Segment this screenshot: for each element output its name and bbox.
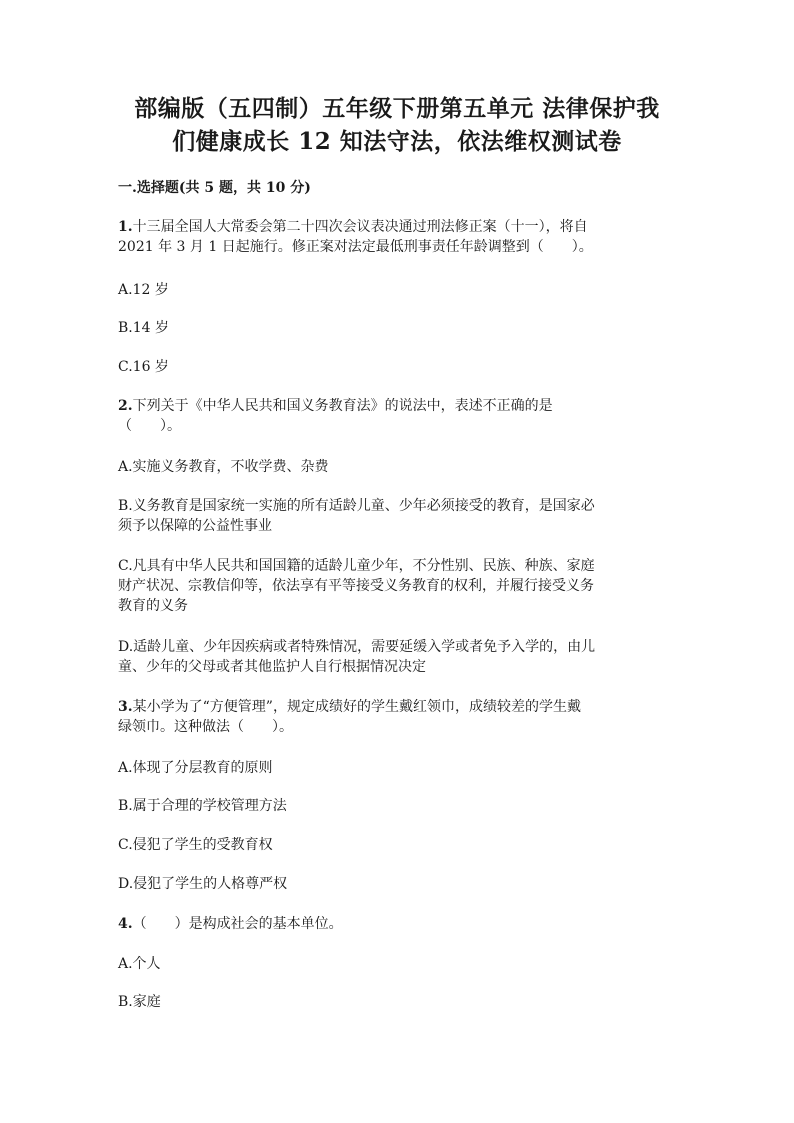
- option-text: 童、少年的父母或者其他监护人自行根据情况决定: [118, 659, 426, 675]
- option-text: A.实施义务教育，不收学费、杂费: [118, 459, 329, 475]
- title-line-2: 们健康成长 12 知法守法，依法维权测试卷: [172, 128, 622, 155]
- option-a: [118, 457, 678, 477]
- option-b: B.14 岁: [118, 320, 170, 336]
- option-text: 教育的义务: [118, 598, 188, 614]
- question-text: 十三届全国人大常委会第二十四次会议表决通过刑法修正案（十一），将自: [132, 219, 588, 235]
- question-number: 3.: [118, 699, 133, 715]
- question-text: （ ）。: [118, 418, 181, 434]
- option-a: A.12 岁: [118, 282, 169, 298]
- option-a: A.个人: [118, 956, 161, 972]
- option-c: [118, 556, 678, 616]
- question-number: 2.: [118, 398, 133, 414]
- option-d: D.侵犯了学生的人格尊严权: [118, 876, 288, 892]
- option-a: A.体现了分层教育的原则: [118, 760, 273, 776]
- question-3: [118, 697, 678, 737]
- question-number: 1.: [118, 219, 133, 235]
- option-text: 财产状况、宗教信仰等，依法享有平等接受义务教育的权利，并履行接受义务: [118, 578, 594, 594]
- option-d: [118, 637, 678, 677]
- title-line-1: 部编版（五四制）五年级下册第五单元 法律保护我: [134, 95, 660, 122]
- question-text: 绿领巾。这种做法（ ）。: [118, 719, 293, 735]
- section-heading: 一.选择题(共 5 题，共 10 分): [118, 180, 311, 196]
- question-2: [118, 396, 678, 436]
- question-4: [118, 914, 678, 934]
- option-c: C.16 岁: [118, 359, 169, 375]
- option-b: B.属于合理的学校管理方法: [118, 798, 287, 814]
- option-text: C.凡具有中华人民共和国国籍的适龄儿童少年，不分性别、民族、种族、家庭: [118, 558, 595, 574]
- question-number: 4.: [118, 916, 133, 932]
- option-c: C.侵犯了学生的受教育权: [118, 837, 273, 853]
- document-title: [100, 92, 694, 158]
- option-text: 须予以保障的公益性事业: [118, 518, 272, 534]
- option-text: D.适龄儿童、少年因疾病或者特殊情况，需要延缓入学或者免予入学的，由儿: [118, 639, 596, 655]
- question-text: 下列关于《中华人民共和国义务教育法》的说法中，表述不正确的是: [132, 398, 553, 414]
- question-1: [118, 217, 678, 257]
- question-text: 某小学为了“方便管理”，规定成绩好的学生戴红领巾，成绩较差的学生戴: [132, 699, 581, 715]
- option-text: B.义务教育是国家统一实施的所有适龄儿童、少年必须接受的教育，是国家必: [118, 498, 595, 514]
- question-text: 2021 年 3 月 1 日起施行。修正案对法定最低刑事责任年龄调整到（ ）。: [118, 239, 593, 255]
- question-text: （ ）是构成社会的基本单位。: [132, 916, 343, 932]
- option-b: [118, 496, 678, 536]
- option-b: B.家庭: [118, 994, 161, 1010]
